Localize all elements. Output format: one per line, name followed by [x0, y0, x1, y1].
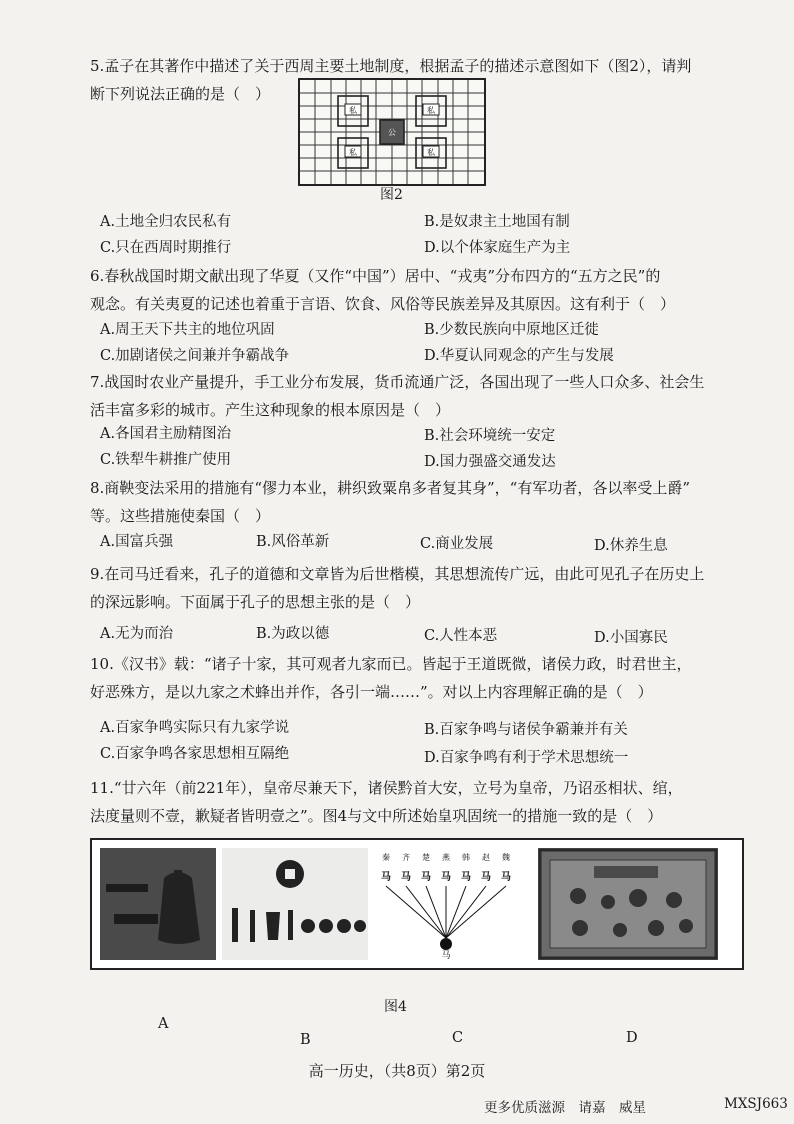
photo-d-framed-relief	[538, 848, 718, 960]
photo-b-coins	[222, 848, 368, 960]
state-char: 楚	[422, 853, 430, 862]
state-char: 魏	[502, 853, 510, 862]
question-10	[90, 650, 760, 706]
variant-char: 马	[481, 872, 491, 883]
variant-char: 马	[441, 872, 451, 883]
q6-option-a: A.周王天下共主的地位巩固	[100, 322, 275, 338]
q10-option-c: C.百家争鸣各家思想相互隔绝	[100, 746, 290, 762]
q7-option-c: C.铁犁牛耕推广使用	[100, 452, 232, 468]
q8-option-d: D.休养生息	[594, 538, 668, 554]
state-char: 燕	[442, 853, 450, 862]
page-footer: 高一历史，（共8页）第2页	[308, 1062, 486, 1080]
q5-option-a: A.土地全归农民私有	[100, 214, 232, 230]
variant-char: 马	[401, 872, 411, 883]
photo-c-script-diagram	[376, 848, 516, 960]
figure-4-photo-strip	[90, 838, 744, 970]
state-char: 齐	[402, 853, 410, 862]
document-code: MXSJ663	[724, 1096, 788, 1112]
figure-2-caption: 图2	[380, 187, 403, 203]
q9-option-d: D.小国寡民	[594, 630, 668, 646]
well-field-grid-svg	[300, 80, 484, 184]
q7-option-a: A.各国君主励精图治	[100, 426, 232, 442]
private-field-label: 私	[349, 148, 357, 157]
question-9-stem-line2: 的深远影响。下面属于孔子的思想主张的是（ ）	[90, 593, 421, 611]
variant-char: 马	[421, 872, 431, 883]
q11-option-d: D	[626, 1030, 638, 1046]
script-unification-diagram	[376, 848, 516, 960]
question-9-stem-line1: 9.在司马迁看来，孔子的道德和文章皆为后世楷模，其思想流传广远，由此可见孔子在历史上	[90, 565, 705, 583]
question-6-stem-line1: 6.春秋战国时期文献出现了华夏（又作“中国”）居中、“戎夷”分布四方的“五方之民”的	[90, 267, 661, 285]
q11-option-c: C	[452, 1030, 464, 1046]
state-char: 秦	[382, 853, 390, 862]
q10-option-d: D.百家争鸣有利于学术思想统一	[424, 750, 629, 766]
q6-option-b: B.少数民族向中原地区迁徙	[424, 322, 599, 338]
question-7	[90, 368, 760, 424]
q11-option-a: A	[158, 1016, 169, 1032]
public-field-label: 公	[388, 128, 396, 137]
q5-option-d: D.以个体家庭生产为主	[424, 240, 571, 256]
question-7-stem-line2: 活丰富多彩的城市。产生这种现象的根本原因是（ ）	[90, 401, 451, 419]
q6-option-c: C.加剧诸侯之间兼并争霸战争	[100, 348, 290, 364]
question-10-stem-line1: 10.《汉书》载：“诸子十家，其可观者九家而已。皆起于王道既微，诸侯力政，时君世主，	[90, 655, 692, 673]
weights-icon	[100, 848, 216, 960]
relief-panel-icon	[538, 848, 718, 960]
q8-option-c: C.商业发展	[420, 536, 494, 552]
q8-option-a: A.国富兵强	[100, 534, 174, 550]
question-11-stem-line2: 法度量则不壹，歉疑者皆明壹之”。图4与文中所述始皇巩固统一的措施一致的是（ ）	[90, 807, 663, 825]
question-6	[90, 262, 760, 318]
photo-a-weights	[100, 848, 216, 960]
q7-option-b: B.社会环境统一安定	[424, 428, 556, 444]
question-8	[90, 474, 760, 530]
q5-option-b: B.是奴隶主土地国有制	[424, 214, 570, 230]
variant-char: 马	[381, 872, 391, 883]
question-11-stem-line1: 11.“廿六年（前221年），皇帝尽兼天下，诸侯黔首大安，立号为皇帝，乃诏丞相状、绾，	[90, 779, 683, 797]
question-5-stem-line1: 5.孟子在其著作中描述了关于西周主要土地制度，根据孟子的描述示意图如下（图2），请判	[90, 57, 692, 75]
question-8-stem-line1: 8.商鞅变法采用的措施有“僇力本业，耕织致粟帛多者复其身”，“有军功者，各以率受上爵”	[90, 479, 690, 497]
question-10-stem-line2: 好恶殊方，是以九家之术蜂出并作，各引一端……”。对以上内容理解正确的是（ ）	[90, 683, 653, 701]
private-field-label: 私	[427, 106, 435, 115]
state-char: 韩	[462, 853, 470, 862]
q6-option-d: D.华夏认同观念的产生与发展	[424, 348, 614, 364]
q11-option-b: B	[300, 1032, 311, 1048]
question-7-stem-line1: 7.战国时农业产量提升，手工业分布发展，货币流通广泛，各国出现了一些人口众多、社会生	[90, 373, 705, 391]
q10-option-b: B.百家争鸣与诸侯争霸兼并有关	[424, 722, 628, 738]
variant-char: 马	[501, 872, 511, 883]
q8-option-b: B.风俗革新	[256, 534, 330, 550]
q5-option-c: C.只在西周时期推行	[100, 240, 232, 256]
private-field-label: 私	[427, 148, 435, 157]
question-11	[90, 774, 760, 830]
figure-4-caption: 图4	[384, 999, 407, 1015]
question-9	[90, 560, 760, 616]
question-6-stem-line2: 观念。有关夷夏的记述也着重于言语、饮食、风俗等民族差异及其原因。这有利于（ ）	[90, 295, 676, 313]
q9-option-a: A.无为而治	[100, 626, 174, 642]
coins-icon	[222, 848, 368, 960]
private-field-label: 私	[349, 106, 357, 115]
question-5-stem-line2: 断下列说法正确的是（ ）	[90, 85, 271, 103]
q7-option-d: D.国力强盛交通发达	[424, 454, 556, 470]
q9-option-c: C.人性本恶	[424, 628, 498, 644]
well-field-diagram	[298, 78, 486, 186]
state-char: 赵	[482, 853, 490, 862]
corner-watermark-text: 更多优质滋源 请嘉 威星	[484, 1100, 646, 1116]
q9-option-b: B.为政以德	[256, 626, 330, 642]
unified-char: 马	[441, 951, 451, 960]
variant-char: 马	[461, 872, 471, 883]
question-8-stem-line2: 等。这些措施使秦国（ ）	[90, 507, 271, 525]
q10-option-a: A.百家争鸣实际只有九家学说	[100, 720, 290, 736]
